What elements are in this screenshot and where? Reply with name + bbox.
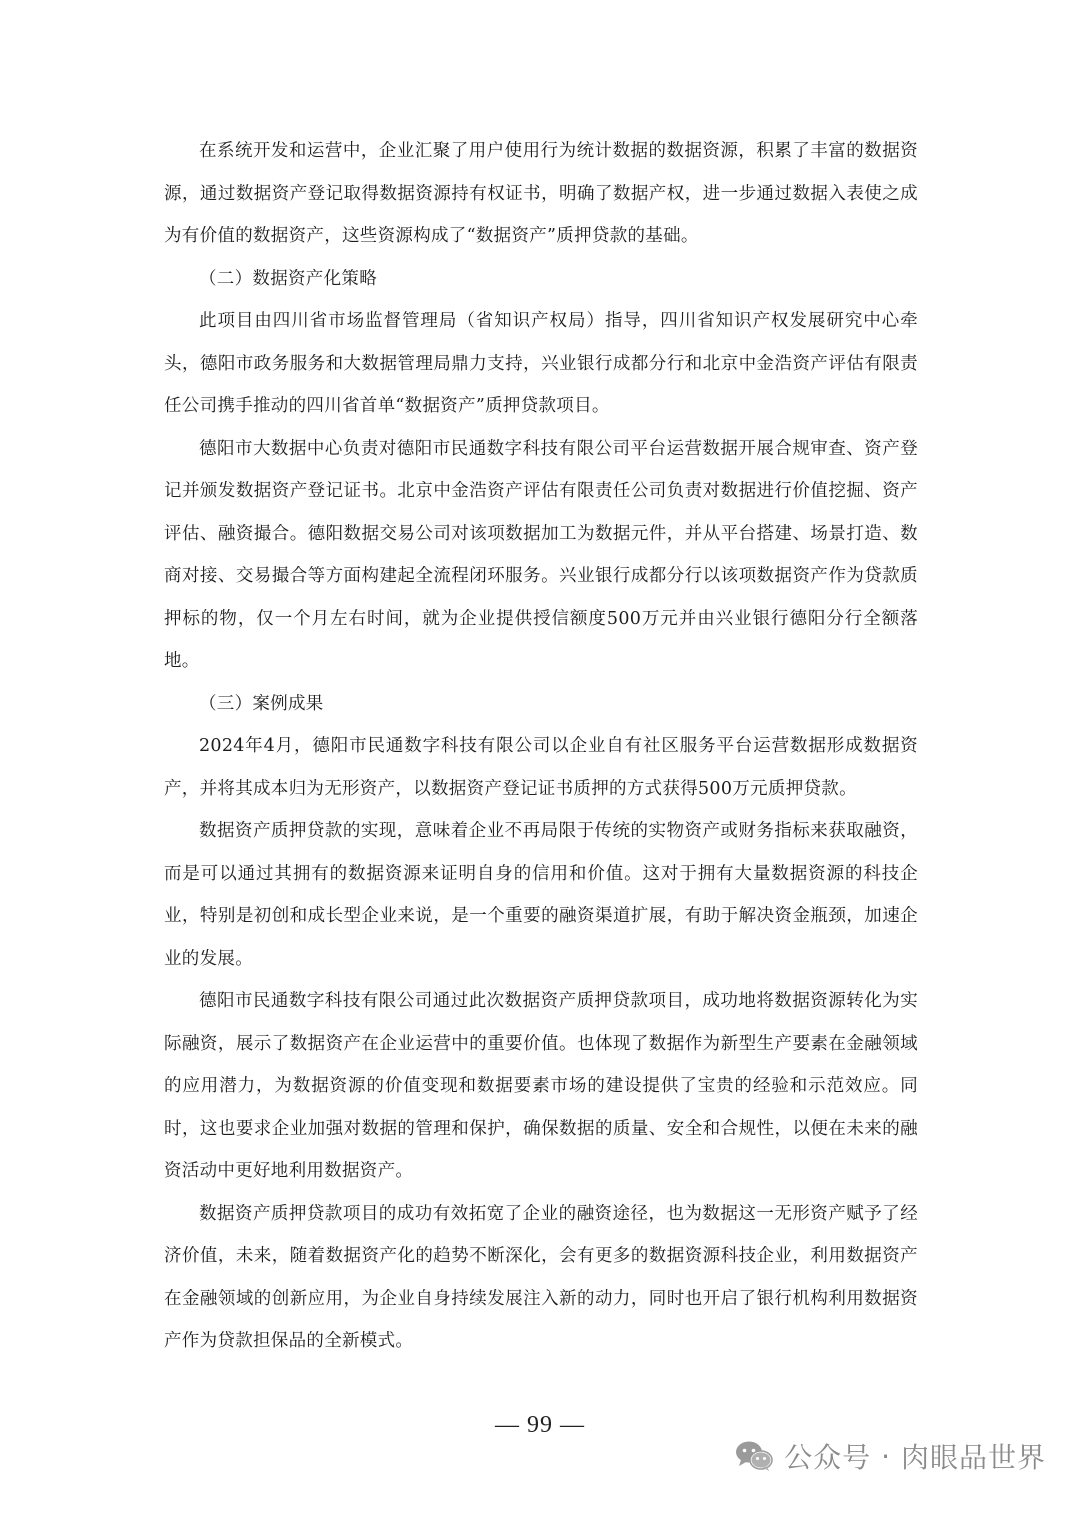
section-heading: （三）案例成果 <box>199 693 324 714</box>
paragraph: 2024年4月，德阳市民通数字科技有限公司以企业自有社区服务平台运营数据形成数据资产，并将其成本归为无形资产，以数据资产登记证书质押的方式获得500万元质押贷款。 <box>164 736 918 799</box>
watermark <box>734 1430 1046 1482</box>
watermark-separator: · <box>881 1439 891 1473</box>
paragraph: 数据资产质押贷款的实现，意味着企业不再局限于传统的实物资产或财务指标来获取融资，而是可以通过其拥有的数据资源来证明自身的信用和价值。这对于拥有大量数据资源的科技企业，特别是初创和成长型企业来说，是一个重要的融资渠道扩展，有助于解决资金瓶颈，加速企业的发展。 <box>164 821 918 969</box>
paragraph: 在系统开发和运营中，企业汇聚了用户使用行为统计数据的数据资源，积累了丰富的数据资源，通过数据资产登记取得数据资源持有权证书，明确了数据产权，进一步通过数据入表使之成为有价值的数据资产，这些资源构成了“数据资产”质押贷款的基础。 <box>164 141 918 246</box>
paragraph: 数据资产质押贷款项目的成功有效拓宽了企业的融资途径，也为数据这一无形资产赋予了经济价值，未来，随着数据资产化的趋势不断深化，会有更多的数据资源科技企业，利用数据资产在金融领域的创新应用，为企业自身持续发展注入新的动力，同时也开启了银行机构利用数据资产作为贷款担保品的全新模式。 <box>164 1203 918 1351</box>
wechat-icon <box>734 1439 774 1473</box>
watermark-label: 公众号 <box>784 1441 872 1474</box>
page-number: — 99 — <box>495 1412 585 1438</box>
section-heading: （二）数据资产化策略 <box>199 268 377 289</box>
paragraph: 此项目由四川省市场监督管理局（省知识产权局）指导，四川省知识产权发展研究中心牵头，德阳市政务服务和大数据管理局鼎力支持，兴业银行成都分行和北京中金浩资产评估有限责任公司携手推动的四川省首单“数据资产”质押贷款项目。 <box>164 311 918 416</box>
watermark-account: 肉眼品世界 <box>900 1441 1046 1474</box>
paragraph: 德阳市大数据中心负责对德阳市民通数字科技有限公司平台运营数据开展合规审查、资产登记并颁发数据资产登记证书。北京中金浩资产评估有限责任公司负责对数据进行价值挖掘、资产评估、融资撮合。德阳数据交易公司对该项数据加工为数据元件，并从平台搭建、场景打造、数商对接、交易撮合等方面构建起全流程闭环服务。兴业银行成都分行以该项数据资产作为贷款质押标的物，仅一个月左右时间，就为企业提供授信额度500万元并由兴业银行德阳分行全额落地。 <box>164 438 918 671</box>
paragraph: 德阳市民通数字科技有限公司通过此次数据资产质押贷款项目，成功地将数据资源转化为实际融资，展示了数据资产在企业运营中的重要价值。也体现了数据作为新型生产要素在金融领域的应用潜力，为数据资源的价值变现和数据要素市场的建设提供了宝贵的经验和示范效应。同时，这也要求企业加强对数据的管理和保护，确保数据的质量、安全和合规性，以便在未来的融资活动中更好地利用数据资产。 <box>164 991 918 1181</box>
document-body <box>164 130 918 1363</box>
